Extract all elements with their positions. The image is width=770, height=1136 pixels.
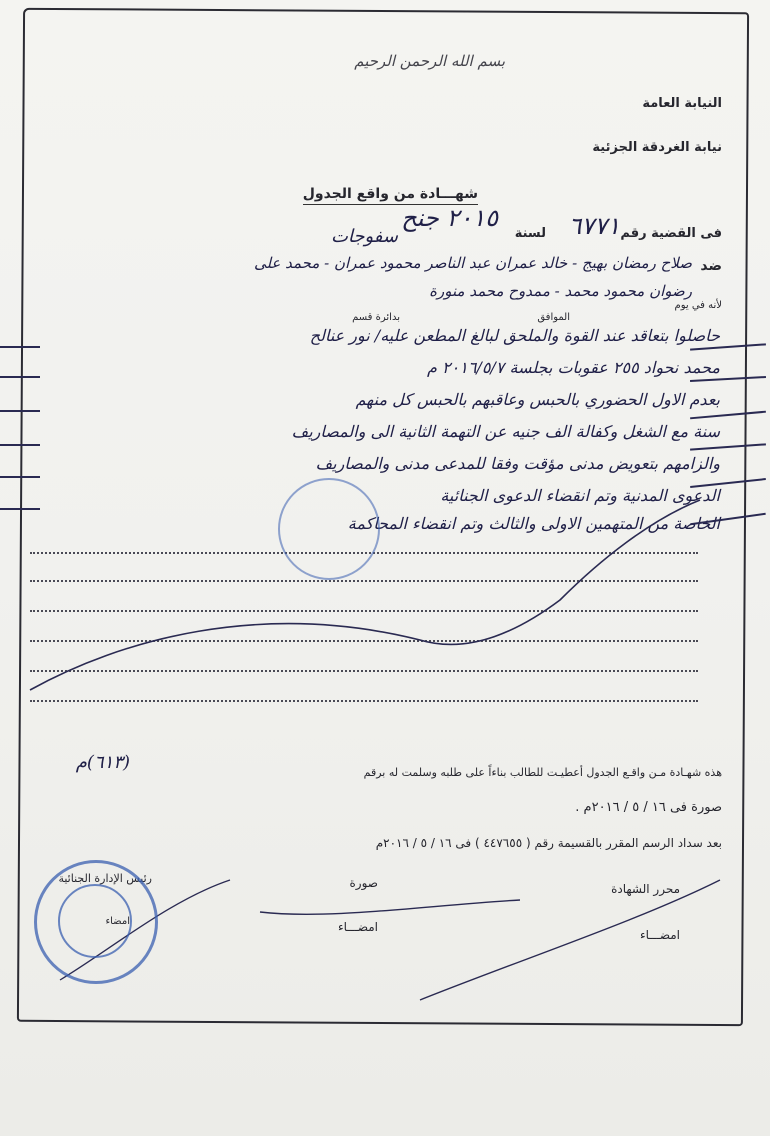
authority-name: النيابة العامة [642, 96, 722, 111]
body-line-1: حاصلوا بتعاقد عند القوة والملحق لبالغ المطعن عليه/ نور عنالح [309, 326, 720, 345]
fee-receipt-line: بعد سداد الرسم المقرر بالقسيمة رقم ( ٤٤٧٦٥٥ ) فى ١٦ / ٥ / ٢٠١٦م [375, 836, 722, 850]
document-title: شهـــادة من واقع الجدول [303, 186, 478, 205]
signature-title-center: صورة [349, 876, 378, 890]
case-prefix: فى القضية رقم [620, 226, 722, 241]
defendants-line-1: صلاح رمضان بهيج - خالد عمران عبد الناصر محمود عمران - محمد على [253, 254, 692, 272]
body-line-5: والزامهم بتعويض مدنى مؤقت وفقا للمدعى مدنى والمصاريف [315, 454, 720, 473]
body-line-7: الخاصة من المتهمين الاولى والثالث وتم انقضاء المحاكمة [347, 514, 720, 533]
certificate-statement: هذه شهـادة مـن واقـع الجدول أعطيـت للطالب بناءاً على طلبه وسلمت له برقم [363, 766, 722, 779]
official-stamp-left-inner [58, 884, 132, 958]
case-year-label: لسنة [514, 226, 546, 241]
body-line-4: سنة مع الشغل وكفالة الف جنيه عن التهمة الثانية الى والمصاريف [291, 422, 720, 441]
office-name: نيابة الغردقة الجزئية [592, 140, 722, 155]
day-label: لأنه في يوم [674, 300, 722, 311]
signature-title-left: رئيس الإدارة الجنائية [58, 872, 152, 885]
agreed-label: الموافق [537, 312, 570, 323]
district-label: بدائرة قسم [352, 312, 400, 323]
certificate-number: (٦١٣)م [75, 752, 130, 773]
defendants-line-2: رضوان محمود محمد - ممدوح محمد منورة [429, 282, 692, 300]
certificate-date: صورة فى ١٦ / ٥ / ٢٠١٦م . [575, 800, 722, 815]
case-year-value: ٢٠١٥ جنح [401, 204, 498, 232]
signature-label-left: امضاء [105, 916, 130, 927]
signature-title-right: محرر الشهادة [611, 882, 680, 896]
basmala: بسم الله الرحمن الرحيم [354, 52, 505, 70]
case-location: سفوجات [330, 226, 398, 247]
against-label: ضد [700, 258, 722, 274]
body-line-2: محمد نحواد ٢٥٥ عقوبات بجلسة ٢٠١٦/٥/٧ م [427, 358, 720, 377]
case-number: ٦٧٧١ [568, 212, 620, 240]
body-line-6: الدعوى المدنية وتم انقضاء الدعوى الجنائية [440, 486, 720, 505]
body-line-3: بعدم الاول الحضوري بالحبس وعاقبهم بالحبس كل منهم [355, 390, 720, 409]
signature-label-center: امضـــاء [337, 920, 378, 934]
signature-label-right: امضـــاء [639, 928, 680, 942]
